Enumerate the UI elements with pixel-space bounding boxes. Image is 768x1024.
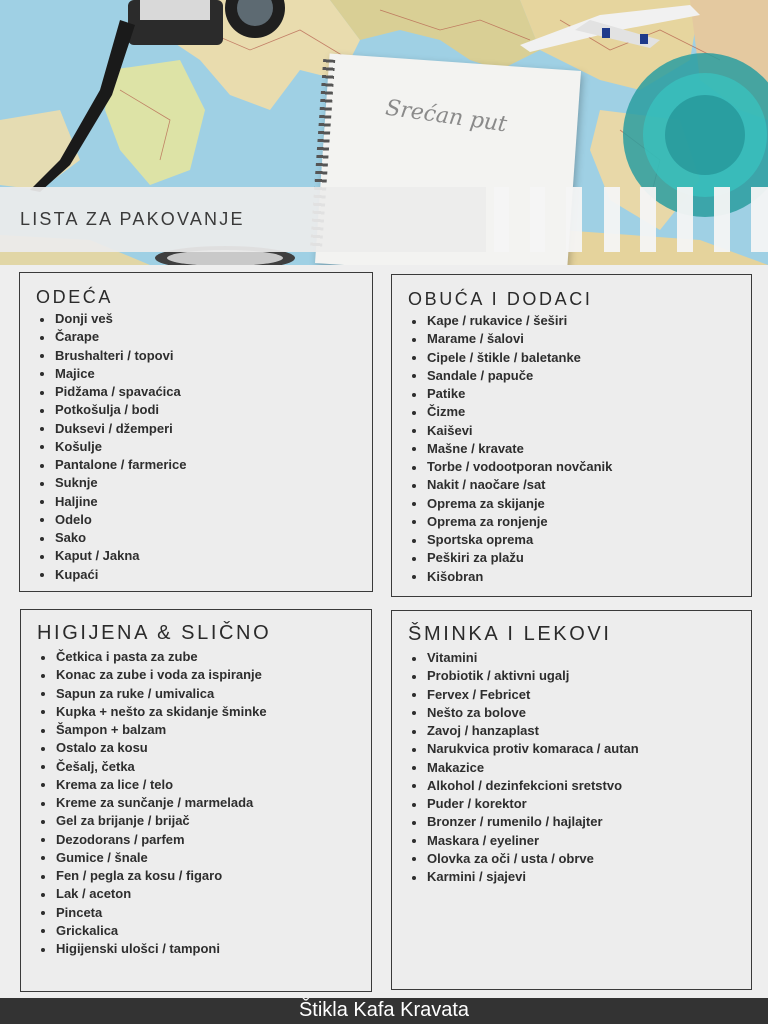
list-item: Brushalteri / topovi (38, 347, 187, 365)
list-item: Kupka + nešto za skidanje šminke (39, 703, 267, 721)
list-item: Peškiri za plažu (410, 549, 612, 567)
list-item: Kupaći (38, 566, 187, 584)
list-item: Makazice (410, 759, 639, 777)
list-item: Puder / korektor (410, 795, 639, 813)
list-item: Bronzer / rumenilo / hajlajter (410, 813, 639, 831)
list-item: Potkošulja / bodi (38, 401, 187, 419)
list-item: Probiotik / aktivni ugalj (410, 667, 639, 685)
notebook-script-text: Srećan put (383, 95, 509, 138)
list-item: Gel za brijanje / brijač (39, 812, 267, 830)
list-item: Pantalone / farmerice (38, 456, 187, 474)
list-item: Odelo (38, 511, 187, 529)
list-item: Čarape (38, 328, 187, 346)
checklist (38, 310, 187, 584)
list-item: Vitamini (410, 649, 639, 667)
list-item: Zavoj / hanzaplast (410, 722, 639, 740)
list-item: Sportska oprema (410, 531, 612, 549)
list-item: Donji veš (38, 310, 187, 328)
decorative-stripe (751, 187, 768, 252)
list-item: Fen / pegla za kosu / figaro (39, 867, 267, 885)
list-item: Češalj, četka (39, 758, 267, 776)
list-item: Lak / aceton (39, 885, 267, 903)
list-item: Šampon + balzam (39, 721, 267, 739)
decorative-stripe (714, 187, 730, 252)
decorative-stripe (530, 187, 545, 252)
list-item: Majice (38, 365, 187, 383)
list-item: Kišobran (410, 568, 612, 586)
list-item: Pinceta (39, 904, 267, 922)
section-obuca-i-dodaci (391, 274, 752, 597)
list-item: Sapun za ruke / umivalica (39, 685, 267, 703)
list-item: Oprema za skijanje (410, 495, 612, 513)
decorative-stripe (604, 187, 620, 252)
decorative-stripe (640, 187, 656, 252)
list-item: Sandale / papuče (410, 367, 612, 385)
list-item: Duksevi / džemperi (38, 420, 187, 438)
list-item: Sako (38, 529, 187, 547)
decorative-stripe (677, 187, 693, 252)
list-item: Nešto za bolove (410, 704, 639, 722)
list-item: Cipele / štikle / baletanke (410, 349, 612, 367)
list-item: Alkohol / dezinfekcioni sretstvo (410, 777, 639, 795)
list-item: Higijenski ulošci / tamponi (39, 940, 267, 958)
list-item: Oprema za ronjenje (410, 513, 612, 531)
list-item: Pidžama / spavaćica (38, 383, 187, 401)
decorative-stripe (494, 187, 509, 252)
title-band (0, 187, 486, 252)
list-item: Olovka za oči / usta / obrve (410, 850, 639, 868)
section-sminka-i-lekovi (391, 610, 752, 990)
section-odeca (19, 272, 373, 592)
list-item: Maskara / eyeliner (410, 832, 639, 850)
list-item: Suknje (38, 474, 187, 492)
section-title: ŠMINKA I LEKOVI (408, 623, 612, 645)
list-item: Torbe / vodootporan novčanik (410, 458, 612, 476)
list-item: Fervex / Febricet (410, 686, 639, 704)
checklist (39, 648, 267, 958)
page-title: LISTA ZA PAKOVANJE (20, 209, 245, 229)
list-item: Narukvica protiv komaraca / autan (410, 740, 639, 758)
list-item: Kape / rukavice / šeširi (410, 312, 612, 330)
list-item: Mašne / kravate (410, 440, 612, 458)
list-item: Grickalica (39, 922, 267, 940)
list-item: Čizme (410, 403, 612, 421)
section-title: HIGIJENA & SLIČNO (37, 622, 272, 644)
checklist (410, 312, 612, 586)
footer-brand-text: Štikla Kafa Kravata (298, 999, 470, 1021)
list-item: Dezodorans / parfem (39, 831, 267, 849)
list-item: Košulje (38, 438, 187, 456)
list-item: Krema za lice / telo (39, 776, 267, 794)
list-item: Marame / šalovi (410, 330, 612, 348)
list-item: Nakit / naočare /sat (410, 476, 612, 494)
list-item: Kaput / Jakna (38, 547, 187, 565)
list-item: Karmini / sjajevi (410, 868, 639, 886)
section-higijena (20, 609, 372, 992)
decorative-stripe (566, 187, 582, 252)
list-item: Kaiševi (410, 422, 612, 440)
footer-bar (0, 998, 768, 1024)
list-item: Kreme za sunčanje / marmelada (39, 794, 267, 812)
section-title: OBUĆA I DODACI (408, 289, 593, 309)
list-item: Ostalo za kosu (39, 739, 267, 757)
list-item: Patike (410, 385, 612, 403)
list-item: Gumice / šnale (39, 849, 267, 867)
section-title: ODEĆA (36, 287, 114, 307)
checklist (410, 649, 639, 886)
list-item: Haljine (38, 493, 187, 511)
list-item: Četkica i pasta za zube (39, 648, 267, 666)
list-item: Konac za zube i voda za ispiranje (39, 666, 267, 684)
